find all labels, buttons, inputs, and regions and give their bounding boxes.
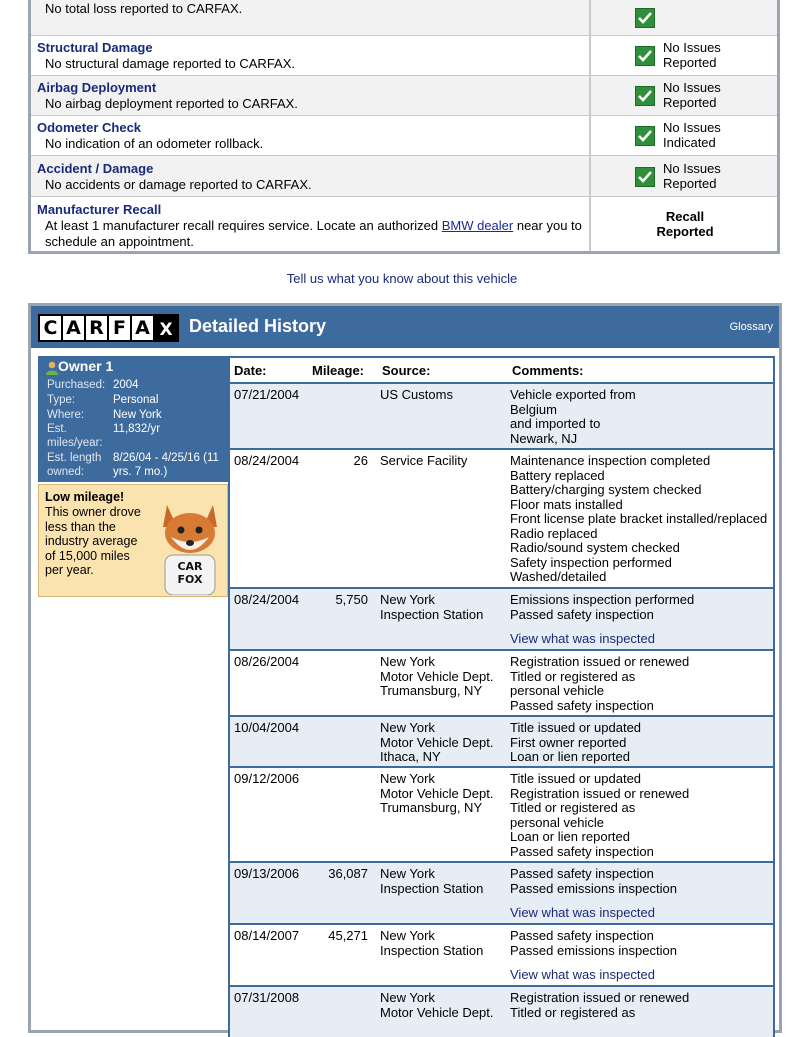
check-title: Manufacturer Recall <box>37 202 162 217</box>
comment-line: Maintenance inspection completed <box>510 453 711 468</box>
bmw-dealer-link[interactable]: BMW dealer <box>441 218 514 233</box>
row-comments <box>510 454 772 585</box>
source-line: New York <box>380 866 435 881</box>
comment-line: Radio replaced <box>510 525 598 541</box>
row-date: 09/12/2006 <box>234 771 300 786</box>
owner-label: Type: <box>47 394 76 406</box>
owner-label: Est. length <box>47 452 102 464</box>
logo-letter: F <box>109 316 130 340</box>
owner-value: 8/26/04 - 4/25/16 (11 <box>113 452 219 464</box>
owner-label: Purchased: <box>47 379 106 391</box>
owner-label: Where: <box>47 409 85 421</box>
row-date: 08/14/2007 <box>234 928 300 943</box>
carfax-logo <box>38 314 179 342</box>
source-line: New York <box>380 720 435 735</box>
check-left-cell <box>31 76 591 115</box>
check-row-total-loss <box>31 0 777 36</box>
check-row-odometer <box>31 116 777 156</box>
row-mileage: 45,271 <box>328 928 368 943</box>
check-mark-icon <box>635 46 655 66</box>
check-row-structural <box>31 36 777 76</box>
check-left-cell <box>31 36 591 75</box>
check-title: Structural Damage <box>37 40 153 55</box>
owner-value: New York <box>113 409 162 421</box>
section-title: Detailed History <box>189 316 327 336</box>
source-line: New York <box>380 928 435 943</box>
status-line: No Issues <box>663 40 721 55</box>
source-line: New York <box>380 654 435 669</box>
status-line: Reported <box>663 176 717 191</box>
table-row <box>230 589 773 651</box>
owner-value: yrs. 7 mo.) <box>113 466 168 478</box>
source-line: Trumansburg, NY <box>380 800 483 815</box>
check-status <box>663 161 721 191</box>
source-line: Motor Vehicle Dept. <box>380 1004 494 1020</box>
check-status <box>663 80 721 110</box>
check-left-cell <box>31 0 591 35</box>
history-table <box>228 356 775 1037</box>
table-row <box>230 863 773 925</box>
row-source <box>380 454 505 469</box>
row-source <box>380 721 505 765</box>
check-title: Accident / Damage <box>37 161 154 176</box>
owner-value: 2004 <box>113 379 139 391</box>
comment-line: Titled or registered as <box>510 1004 636 1020</box>
row-source <box>380 593 505 622</box>
detailed-history-section <box>28 303 782 1033</box>
check-title: Odometer Check <box>37 120 142 135</box>
comment-line: First owner reported <box>510 734 627 750</box>
comment-line: Loan or lien reported <box>510 749 630 764</box>
owner-summary <box>38 356 228 482</box>
comment-line: Washed/detailed <box>510 569 607 584</box>
source-line: US Customs <box>380 387 453 402</box>
row-date: 08/24/2004 <box>234 592 300 607</box>
comment-line: Safety inspection performed <box>510 554 672 570</box>
view-inspection-link[interactable]: View what was inspected <box>510 967 656 982</box>
comment-line: Radio/sound system checked <box>510 540 680 555</box>
status-line: Reported <box>663 55 717 70</box>
check-left-cell <box>31 156 591 196</box>
row-comments <box>510 593 772 647</box>
comment-line: Passed safety inspection <box>510 843 654 859</box>
logo-letter: A <box>132 316 153 340</box>
status-line: Indicated <box>663 135 716 150</box>
table-row <box>230 384 773 450</box>
row-mileage: 36,087 <box>328 866 368 881</box>
owner-label: owned: <box>47 466 85 478</box>
comment-line: personal vehicle <box>510 683 604 698</box>
col-header-mileage: Mileage: <box>312 363 365 378</box>
source-line: New York <box>380 592 435 607</box>
comment-line: Passed safety inspection <box>510 866 654 881</box>
comment-line: Battery replaced <box>510 467 605 483</box>
check-row-recall <box>31 197 777 251</box>
recall-status <box>593 209 777 239</box>
source-line: Trumansburg, NY <box>380 683 483 698</box>
comment-line: Titled or registered as <box>510 800 636 815</box>
fox-shirt-text: CAR <box>177 560 203 573</box>
status-line: Reported <box>663 95 717 110</box>
detailed-history-header <box>31 306 779 348</box>
comment-line: Passed emissions inspection <box>510 942 677 958</box>
source-line: Inspection Station <box>380 880 484 896</box>
low-mileage-callout <box>38 484 228 597</box>
view-inspection-link[interactable]: View what was inspected <box>510 631 656 646</box>
comment-line: Title issued or updated <box>510 720 642 735</box>
comment-line: Passed safety inspection <box>510 928 654 943</box>
row-source <box>380 655 505 699</box>
row-comments <box>510 655 772 713</box>
check-desc <box>45 218 585 250</box>
owner-label: miles/year: <box>47 437 103 449</box>
carfox-mascot-icon <box>153 497 227 595</box>
logo-letter: R <box>86 316 107 340</box>
owner-label: Est. <box>47 423 67 435</box>
table-row <box>230 768 773 863</box>
check-left-cell <box>31 116 591 155</box>
comment-line: Emissions inspection performed <box>510 592 695 607</box>
table-row <box>230 450 773 589</box>
row-comments <box>510 772 772 859</box>
check-title: Airbag Deployment <box>37 80 157 95</box>
comment-line: Floor mats installed <box>510 496 623 512</box>
check-desc: No total loss reported to CARFAX. <box>45 1 243 16</box>
check-row-accident <box>31 156 777 197</box>
logo-letter: A <box>63 316 84 340</box>
col-header-comments: Comments: <box>512 363 584 378</box>
check-desc: No accidents or damage reported to CARFAX. <box>45 177 312 192</box>
row-date: 08/26/2004 <box>234 654 300 669</box>
row-source <box>380 388 505 403</box>
comment-line: Registration issued or renewed <box>510 654 690 669</box>
col-header-date: Date: <box>234 363 267 378</box>
source-line: New York <box>380 990 435 1005</box>
row-source <box>380 867 505 896</box>
row-comments <box>510 929 772 983</box>
logo-letter: X <box>155 316 177 340</box>
source-line: Inspection Station <box>380 942 484 958</box>
source-line: Motor Vehicle Dept. <box>380 668 494 684</box>
fox-shirt-text: FOX <box>177 573 203 586</box>
status-line: No Issues <box>663 80 721 95</box>
comment-line: Battery/charging system checked <box>510 482 702 497</box>
row-source <box>380 991 505 1020</box>
tell-us-link[interactable]: Tell us what you know about this vehicle <box>286 271 518 286</box>
comment-line: Passed emissions inspection <box>510 880 677 896</box>
low-mileage-text: This owner drove less than the industry average of 15,000 miles per year. <box>45 505 141 577</box>
row-date: 08/24/2004 <box>234 453 300 468</box>
row-mileage: 5,750 <box>335 592 368 607</box>
check-row-airbag <box>31 76 777 116</box>
glossary-link[interactable]: Glossary <box>729 321 773 333</box>
check-desc: No structural damage reported to CARFAX. <box>45 56 296 71</box>
comment-line: Registration issued or renewed <box>510 785 690 801</box>
col-header-source: Source: <box>382 363 431 378</box>
comment-line: Newark, NJ <box>510 430 578 446</box>
comment-line: Passed safety inspection <box>510 606 654 622</box>
row-mileage: 26 <box>353 453 368 468</box>
table-row <box>230 987 773 1037</box>
row-date: 07/21/2004 <box>234 387 300 402</box>
source-line: Inspection Station <box>380 606 484 622</box>
source-line: Service Facility <box>380 453 468 468</box>
table-row <box>230 717 773 768</box>
recall-text: schedule an appointment. <box>45 234 194 249</box>
row-comments <box>510 721 772 765</box>
check-desc: No airbag deployment reported to CARFAX. <box>45 96 298 111</box>
person-icon <box>46 361 58 375</box>
owner-value: 11,832/yr <box>113 423 161 435</box>
low-mileage-title: Low mileage! <box>45 490 125 504</box>
row-source <box>380 772 505 816</box>
row-comments <box>510 388 772 446</box>
owner-name: Owner 1 <box>58 358 114 374</box>
status-line: Reported <box>656 224 714 239</box>
comment-line: and imported to <box>510 416 601 431</box>
source-line: Motor Vehicle Dept. <box>380 734 494 750</box>
comment-line: Titled or registered as <box>510 668 636 684</box>
check-mark-icon <box>635 126 655 146</box>
history-checks-table <box>28 0 780 254</box>
table-row <box>230 651 773 717</box>
status-line: Recall <box>665 209 705 224</box>
source-line: New York <box>380 771 435 786</box>
recall-text: At least 1 manufacturer recall requires service. Locate an authorized <box>45 218 442 233</box>
status-line: No Issues <box>663 120 721 135</box>
comment-line: Title issued or updated <box>510 771 642 786</box>
row-date: 07/31/2008 <box>234 990 300 1005</box>
comment-line: Front license plate bracket installed/replaced <box>510 511 768 526</box>
comment-line: Registration issued or renewed <box>510 990 690 1005</box>
comment-line: Passed safety inspection <box>510 697 654 713</box>
check-status <box>663 40 721 70</box>
recall-text: near you to <box>513 218 582 233</box>
check-mark-icon <box>635 167 655 187</box>
comment-line: Vehicle exported from <box>510 387 636 402</box>
table-row <box>230 925 773 987</box>
row-date: 10/04/2004 <box>234 720 300 735</box>
row-source <box>380 929 505 958</box>
check-desc: No indication of an odometer rollback. <box>45 136 264 151</box>
comment-line: Belgium <box>510 401 557 417</box>
view-inspection-link[interactable]: View what was inspected <box>510 905 656 920</box>
row-comments <box>510 867 772 921</box>
comment-line: Loan or lien reported <box>510 829 630 844</box>
row-comments <box>510 991 772 1020</box>
logo-letter: C <box>40 316 61 340</box>
check-mark-icon <box>635 8 655 28</box>
row-date: 09/13/2006 <box>234 866 300 881</box>
owner-value: Personal <box>113 394 159 406</box>
comment-line: personal vehicle <box>510 814 604 830</box>
check-left-cell <box>31 197 591 251</box>
check-mark-icon <box>635 86 655 106</box>
source-line: Ithaca, NY <box>380 749 441 764</box>
source-line: Motor Vehicle Dept. <box>380 785 494 801</box>
history-table-header <box>230 358 773 384</box>
check-status <box>663 120 721 150</box>
status-line: No Issues <box>663 161 721 176</box>
